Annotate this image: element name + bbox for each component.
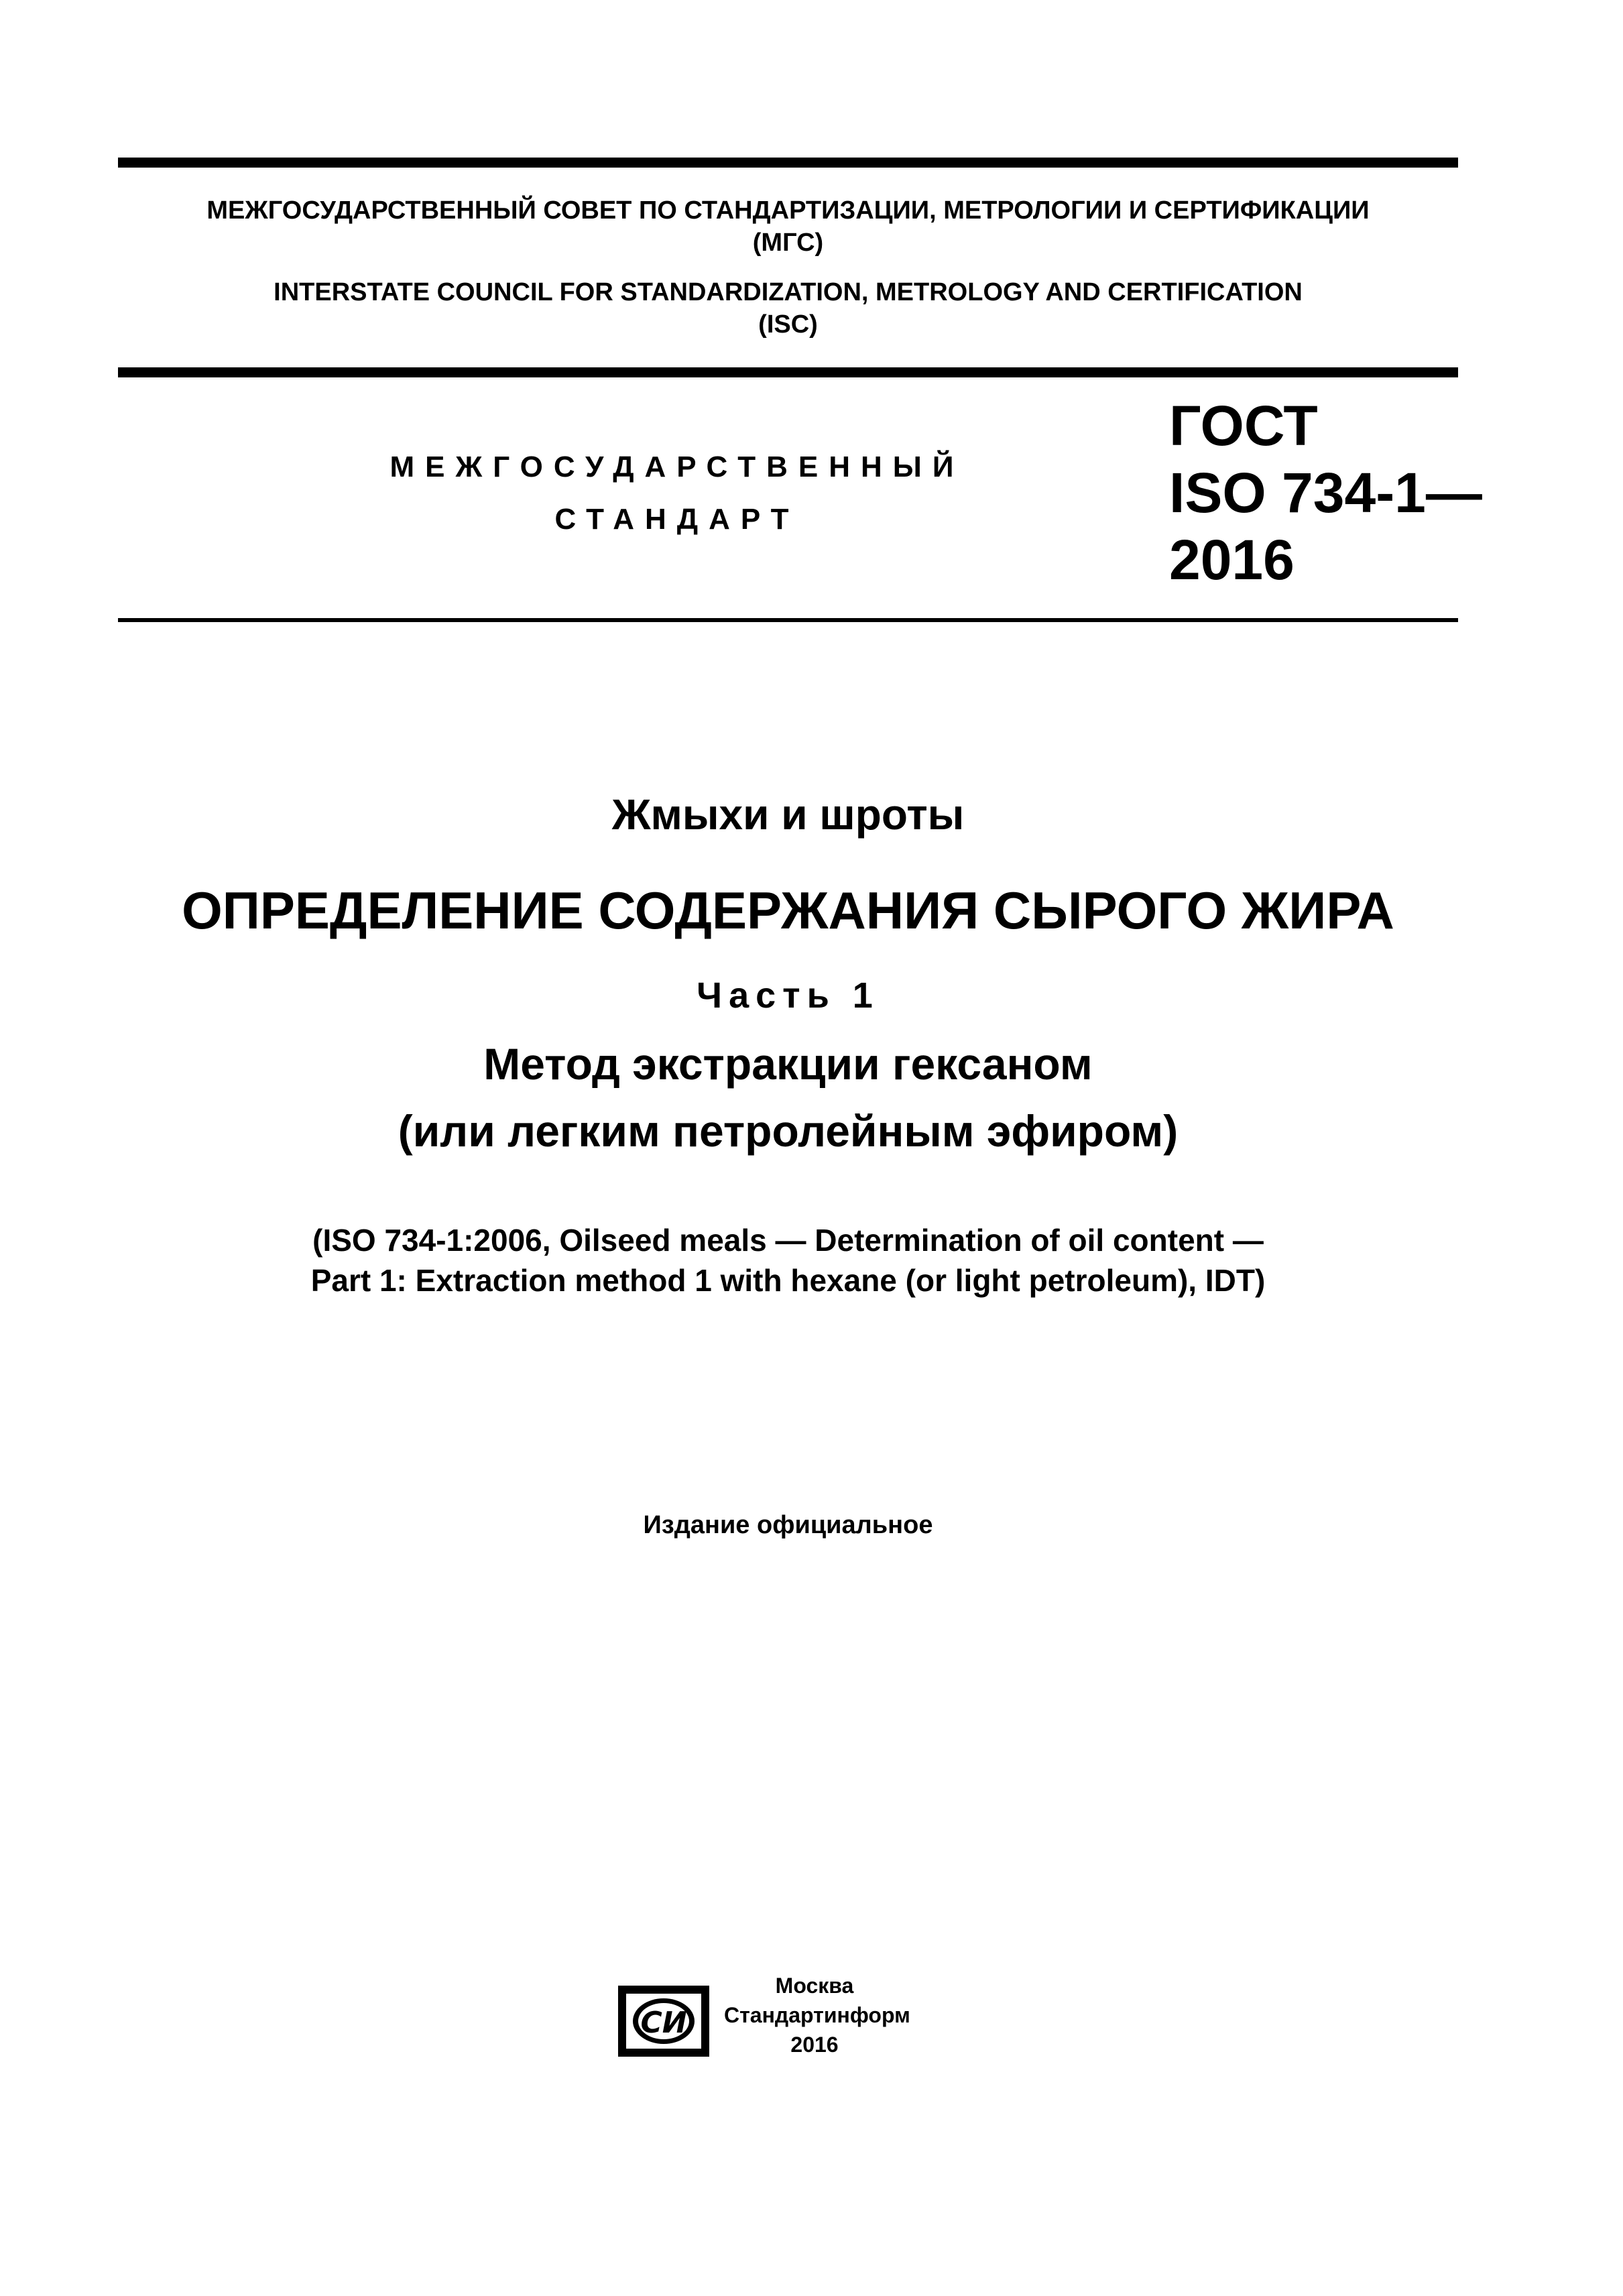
imprint bbox=[724, 1971, 910, 2059]
logo-text: СИ bbox=[640, 2006, 687, 2040]
title-product-group: Жмыхи и шроты bbox=[611, 790, 965, 839]
header-rule bbox=[118, 367, 1458, 377]
title-main: ОПРЕДЕЛЕНИЕ СОДЕРЖАНИЯ СЫРОГО ЖИРА bbox=[182, 881, 1394, 940]
imprint-city: Москва bbox=[775, 1974, 854, 1998]
designation-line1: ГОСТ bbox=[1169, 394, 1318, 457]
title-part: Часть 1 bbox=[697, 975, 880, 1016]
title-method-line2: (или легким петролейным эфиром) bbox=[398, 1106, 1179, 1156]
top-rule bbox=[118, 158, 1458, 168]
designation-line2: ISO 734-1— bbox=[1169, 461, 1482, 524]
designation-rule bbox=[118, 618, 1458, 622]
council-abbr-en: (ISC) bbox=[758, 310, 818, 339]
standard-designation bbox=[1169, 392, 1482, 593]
imprint-publisher: Стандартинформ bbox=[724, 2003, 910, 2027]
designation-line3: 2016 bbox=[1169, 528, 1295, 591]
edition-label: Издание официальное bbox=[643, 1511, 933, 1539]
iso-reference-line2: Part 1: Extraction method 1 with hexane (or light petroleum), IDT) bbox=[310, 1263, 1266, 1298]
title-method-line1: Метод экстракции гексаном bbox=[483, 1039, 1093, 1089]
council-name-en: INTERSTATE COUNCIL FOR STANDARDIZATION, METROLOGY AND CERTIFICATION bbox=[274, 278, 1303, 306]
council-name-ru: МЕЖГОСУДАРСТВЕННЫЙ СОВЕТ ПО СТАНДАРТИЗАЦИИ, МЕТРОЛОГИИ И СЕРТИФИКАЦИИ bbox=[206, 196, 1370, 225]
standard-type-line2: СТАНДАРТ bbox=[554, 503, 800, 536]
council-abbr-ru: (МГС) bbox=[752, 229, 824, 257]
iso-reference-line1: (ISO 734-1:2006, Oilseed meals — Determination of oil content — bbox=[312, 1223, 1264, 1258]
imprint-year: 2016 bbox=[790, 2033, 839, 2057]
publisher-logo-icon bbox=[617, 1984, 711, 2058]
standard-type-line1: МЕЖГОСУДАРСТВЕННЫЙ bbox=[389, 450, 965, 483]
